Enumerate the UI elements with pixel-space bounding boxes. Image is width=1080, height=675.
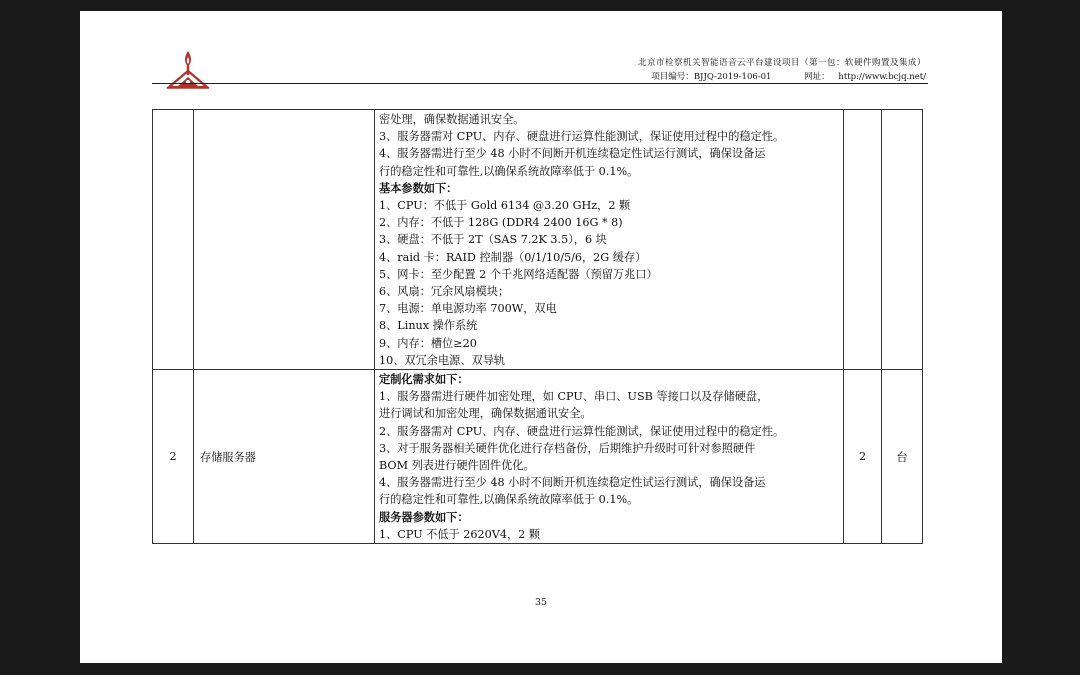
header-divider xyxy=(152,83,928,84)
item-number-cell xyxy=(153,110,194,370)
item-unit-cell xyxy=(882,110,923,370)
spec-section-heading: 服务器参数如下： xyxy=(379,509,469,524)
spec-line: 4、服务器需进行至少 48 小时不间断开机连续稳定性试运行测试，确保设备运 xyxy=(379,147,766,161)
spec-table xyxy=(152,109,923,544)
item-unit-cell: 台 xyxy=(882,370,923,544)
page-number: 35 xyxy=(534,597,548,608)
spec-line: 1、服务器需进行硬件加密处理，如 CPU、串口、USB 等接口以及存储硬盘， xyxy=(379,390,769,404)
item-name-cell xyxy=(194,110,375,370)
website-label: 网址： xyxy=(804,72,830,82)
spec-section-heading: 基本参数如下： xyxy=(379,180,458,195)
project-no: BJJQ-2019-106-01 xyxy=(693,72,772,82)
spec-line: 1、CPU：不低于 Gold 6134 @3.20 GHz，2 颗 xyxy=(379,199,631,213)
spec-line: 进行调试和加密处理，确保数据通讯安全。 xyxy=(379,407,592,421)
item-quantity-cell: 2 xyxy=(844,370,882,544)
project-meta xyxy=(645,70,926,82)
spec-line: 行的稳定性和可靠性,以确保系统故障率低于 0.1%。 xyxy=(379,493,639,507)
spec-line: 6、风扇：冗余风扇模块； xyxy=(379,285,510,299)
table-row xyxy=(153,110,923,370)
spec-line: 5、网卡：至少配置 2 个千兆网络适配器（预留万兆口） xyxy=(379,267,658,281)
item-spec-cell xyxy=(375,370,844,544)
website-link[interactable]: http://www.bcjq.net/ xyxy=(838,72,926,82)
spec-line: BOM 列表进行硬件固件优化。 xyxy=(379,459,535,473)
item-quantity-cell xyxy=(844,110,882,370)
spec-line: 2、内存：不低于 128G (DDR4 2400 16G * 8) xyxy=(379,216,623,230)
spec-line: 8、Linux 操作系统 xyxy=(379,319,478,333)
spec-line: 2、服务器需对 CPU、内存、硬盘进行运算性能测试，保证使用过程中的稳定性。 xyxy=(379,424,785,438)
spec-line: 4、raid 卡：RAID 控制器（0/1/10/5/6，2G 缓存） xyxy=(379,250,647,264)
project-title: 北京市检察机关智能语音云平台建设项目（第一包：软硬件购置及集成） xyxy=(637,58,926,68)
spec-section-heading: 定制化需求如下： xyxy=(379,372,469,387)
spec-line: 3、服务器需对 CPU、内存、硬盘进行运算性能测试，保证使用过程中的稳定性。 xyxy=(379,130,785,144)
item-name-cell: 存储服务器 xyxy=(194,370,375,544)
item-number-cell: 2 xyxy=(153,370,194,544)
spec-line: 10、双冗余电源、双导轨 xyxy=(379,353,506,367)
spec-line: 3、对于服务器相关硬件优化进行存档备份，后期维护升级时可针对参照硬件 xyxy=(379,441,756,455)
spec-line: 行的稳定性和可靠性,以确保系统故障率低于 0.1%。 xyxy=(379,164,639,178)
document-page xyxy=(80,11,1002,663)
spec-line: 4、服务器需进行至少 48 小时不间断开机连续稳定性试运行测试，确保设备运 xyxy=(379,476,766,490)
spec-line: 密处理，确保数据通讯安全。 xyxy=(379,113,525,126)
spec-line: 1、CPU 不低于 2620V4，2 颗 xyxy=(379,527,541,541)
spec-line: 7、电源：单电源功率 700W，双电 xyxy=(379,302,557,316)
spec-line: 3、硬盘：不低于 2T（SAS 7.2K 3.5），6 块 xyxy=(379,233,607,247)
item-spec-cell xyxy=(375,110,844,370)
project-no-label: 项目编号： xyxy=(651,72,694,82)
table-row xyxy=(153,370,923,544)
spec-line: 9、内存：槽位≥20 xyxy=(379,336,477,350)
